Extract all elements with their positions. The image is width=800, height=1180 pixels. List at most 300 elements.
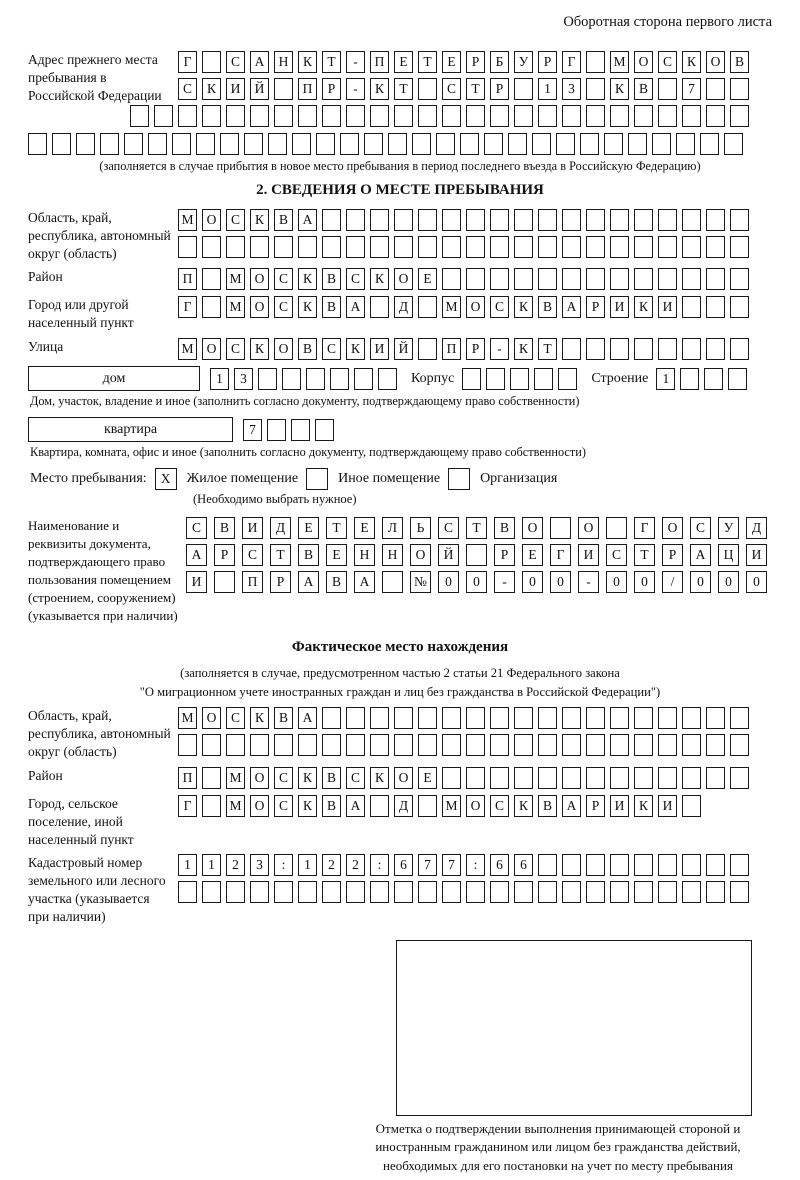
char-box: В [298,544,319,566]
field-district-actual [28,767,772,789]
char-box [658,105,677,127]
char-box [586,338,605,360]
char-box [730,854,749,876]
char-box [388,133,407,155]
char-box: Т [634,544,655,566]
char-box [196,133,215,155]
field-cadastral [28,854,772,925]
char-box: П [298,78,317,100]
char-box [634,734,653,756]
char-box [178,881,197,903]
char-box: 7 [418,854,437,876]
char-box [514,707,533,729]
field-label: Улица [28,339,64,355]
char-box [282,368,301,390]
char-box: О [250,767,269,789]
char-box [652,133,671,155]
char-box [316,133,335,155]
char-box [466,105,485,127]
char-box: К [250,209,269,231]
char-box [466,209,485,231]
char-row [178,734,749,756]
char-box: 2 [346,854,365,876]
char-box: У [718,517,739,539]
char-box: С [490,296,509,318]
char-box: С [274,795,293,817]
char-box [258,368,277,390]
char-box [682,105,701,127]
option-label-organizaciya: Организация [480,471,558,487]
char-rows [178,854,749,903]
char-box [274,105,293,127]
char-box [562,881,581,903]
field-district [28,268,772,290]
char-box [370,209,389,231]
char-box [202,795,221,817]
char-box: Н [274,51,293,73]
char-row [178,78,749,100]
char-box: Г [178,795,197,817]
char-box [562,105,581,127]
char-row [210,368,397,390]
char-box: 0 [522,571,543,593]
char-box [610,854,629,876]
char-box [466,881,485,903]
field-region [28,209,772,262]
char-box [604,133,623,155]
note-line-2: "О миграционном учете иностранных граждан и лиц без гражданства в Российской Федерации") [139,684,661,699]
char-box: 3 [234,368,253,390]
char-row [178,767,749,789]
caption: Дом, участок, владение и иное (заполнить согласно документу, подтверждающему право собственности) [30,394,580,409]
stroenie-label: Строение [591,370,649,386]
char-row [178,338,749,360]
char-box: С [442,78,461,100]
char-box: К [514,338,533,360]
char-box: Р [214,544,235,566]
subsection-note [28,664,772,702]
char-box: 3 [250,854,269,876]
char-box [682,881,701,903]
char-box [340,133,359,155]
char-box [634,707,653,729]
char-box: В [730,51,749,73]
char-box: Ц [718,544,739,566]
char-box: К [298,767,317,789]
char-box [298,105,317,127]
char-box [298,236,317,258]
char-box: Д [394,795,413,817]
char-box [706,854,725,876]
char-box: В [274,707,293,729]
char-box: О [522,517,543,539]
note-line-1: (заполняется в случае, предусмотренном частью 2 статьи 21 Федерального закона [180,665,620,680]
char-box [346,707,365,729]
char-row [178,854,749,876]
char-box [466,707,485,729]
stamp-caption: Отметка о подтверждении выполнения принимающей стороной и иностранным гражданином или лицом без гражданства действий, необходимых для его постановки на учет по месту пребывания [375,1120,741,1174]
char-box [442,881,461,903]
char-box: Р [538,51,557,73]
char-box: Р [466,338,485,360]
char-box [538,881,557,903]
char-box [514,209,533,231]
char-box: - [490,338,509,360]
char-box [658,78,677,100]
char-box [562,767,581,789]
char-row [28,133,772,155]
char-row [178,51,749,73]
char-box [418,209,437,231]
char-box [346,881,365,903]
char-box [178,236,197,258]
char-box [610,707,629,729]
char-box: Т [538,338,557,360]
char-box [538,707,557,729]
char-box: Р [586,296,605,318]
char-box: Т [418,51,437,73]
char-box [202,881,221,903]
char-box [322,236,341,258]
char-box [370,296,389,318]
char-box: - [346,51,365,73]
char-box: П [178,767,197,789]
char-box [418,338,437,360]
char-box [490,707,509,729]
char-box: К [514,795,533,817]
char-box [510,368,529,390]
char-box: О [202,338,221,360]
char-box [442,105,461,127]
char-box: / [662,571,683,593]
char-box [680,368,699,390]
char-box: Е [394,51,413,73]
char-box [436,133,455,155]
field-label: Город или другой населенный пункт [28,297,134,331]
char-box: И [746,544,767,566]
char-box [682,268,701,290]
char-box: Й [438,544,459,566]
char-box [412,133,431,155]
char-box: С [274,268,293,290]
char-box [418,795,437,817]
char-box: 1 [210,368,229,390]
char-box: К [682,51,701,73]
char-box: О [466,296,485,318]
char-box: - [578,571,599,593]
char-box [730,236,749,258]
char-box: Р [494,544,515,566]
stay-type-label: Место пребывания: [30,471,147,487]
char-box [682,338,701,360]
char-box [538,767,557,789]
char-box: В [322,767,341,789]
char-rows [178,209,749,258]
char-box: 7 [442,854,461,876]
char-box [562,338,581,360]
char-box: С [606,544,627,566]
char-box [658,734,677,756]
char-box [490,236,509,258]
char-box [442,268,461,290]
char-box: Т [466,517,487,539]
char-box: А [562,296,581,318]
char-box: 0 [718,571,739,593]
char-box [706,78,725,100]
char-box: Т [466,78,485,100]
char-box [706,268,725,290]
char-box: А [298,707,317,729]
char-box [322,707,341,729]
char-box [634,209,653,231]
char-box [418,296,437,318]
char-box [706,338,725,360]
char-rows [186,517,767,593]
page-header: Оборотная сторона первого листа [563,14,772,30]
char-box: 6 [490,854,509,876]
char-row [243,419,334,441]
char-box: О [394,268,413,290]
field-label: Область, край, республика, автономный округ (область) [28,708,171,760]
char-box: : [274,854,293,876]
char-box: К [298,51,317,73]
char-box [442,209,461,231]
char-box [610,236,629,258]
char-box [250,881,269,903]
char-box [586,105,605,127]
char-box: С [226,209,245,231]
char-box: И [226,78,245,100]
char-box: А [298,571,319,593]
char-box [274,236,293,258]
char-box [460,133,479,155]
char-box [658,707,677,729]
field-street [28,338,772,360]
char-box [682,767,701,789]
char-box: К [346,338,365,360]
char-box [354,368,373,390]
char-box: К [298,795,317,817]
char-box: О [410,544,431,566]
char-box [250,105,269,127]
char-box [370,795,389,817]
char-box [610,268,629,290]
char-box: С [438,517,459,539]
char-box: 0 [606,571,627,593]
char-box: Ь [410,517,431,539]
field-stay-type [30,468,772,490]
char-box: С [274,767,293,789]
char-box: М [442,795,461,817]
char-box [466,236,485,258]
char-box: Р [466,51,485,73]
char-box [214,571,235,593]
caption: (заполняется в случае прибытия в новое место пребывания в период последнего въезда в Российскую Федерацию) [99,159,701,173]
char-box [682,209,701,231]
char-box: 0 [466,571,487,593]
char-box: Р [322,78,341,100]
field-apartment [28,417,772,442]
char-box: В [326,571,347,593]
char-box [394,236,413,258]
char-box: А [346,795,365,817]
char-box: П [178,268,197,290]
char-box: П [442,338,461,360]
char-box: С [274,296,293,318]
char-box [562,707,581,729]
char-box: Г [178,51,197,73]
char-box: И [578,544,599,566]
char-box: С [322,338,341,360]
char-box [418,105,437,127]
char-box [322,734,341,756]
char-box [490,734,509,756]
field-prev-address [28,51,772,127]
char-box: А [250,51,269,73]
char-box: Г [562,51,581,73]
char-box [676,133,695,155]
char-box [370,707,389,729]
char-box: Е [298,517,319,539]
char-box [706,105,725,127]
char-box [226,881,245,903]
char-box [586,236,605,258]
char-box: Г [178,296,197,318]
char-box [562,854,581,876]
char-box: Й [394,338,413,360]
option-label-zhiloe: Жилое помещение [186,471,299,487]
char-row [186,571,767,593]
char-box [330,368,349,390]
char-box: П [242,571,263,593]
char-box: А [186,544,207,566]
char-box [76,133,95,155]
char-box [418,881,437,903]
char-box: О [578,517,599,539]
char-box [706,296,725,318]
char-box: О [466,795,485,817]
char-box: - [494,571,515,593]
char-box [306,368,325,390]
char-box: С [226,707,245,729]
char-box [730,707,749,729]
char-box [442,734,461,756]
char-box: Г [634,517,655,539]
char-box: 0 [550,571,571,593]
char-box: М [178,209,197,231]
caption: Квартира, комната, офис и иное (заполнить согласно документу, подтверждающему право собственности) [30,445,586,460]
char-box: В [538,296,557,318]
char-box [706,236,725,258]
char-box [586,209,605,231]
char-box: Н [354,544,375,566]
char-box [100,133,119,155]
char-box: О [706,51,725,73]
char-box [586,707,605,729]
char-box [508,133,527,155]
section-title: 2. СВЕДЕНИЯ О МЕСТЕ ПРЕБЫВАНИЯ [256,182,544,198]
char-box [634,854,653,876]
char-box [730,209,749,231]
char-box [586,78,605,100]
checkbox-zhiloe: X [155,468,177,490]
char-box [562,734,581,756]
char-box: И [610,795,629,817]
char-box: М [226,296,245,318]
char-box [154,105,173,127]
char-box [730,734,749,756]
char-box [586,734,605,756]
char-box [634,767,653,789]
char-box [634,105,653,127]
field-label: Область, край, республика, автономный округ (область) [28,210,171,261]
char-box: К [298,268,317,290]
char-box: М [178,707,197,729]
char-row [178,236,749,258]
char-box [514,881,533,903]
char-box [682,707,701,729]
char-box: Р [586,795,605,817]
char-box [658,268,677,290]
char-box [315,419,334,441]
char-box: А [346,296,365,318]
char-box: : [466,854,485,876]
char-row [178,296,749,318]
char-box [220,133,239,155]
char-box: А [562,795,581,817]
char-box: М [442,296,461,318]
char-box [202,105,221,127]
char-box [418,78,437,100]
char-box [394,209,413,231]
char-box [274,734,293,756]
char-box: У [514,51,533,73]
char-box [658,209,677,231]
char-box: С [690,517,711,539]
char-box: К [370,268,389,290]
char-rows [178,51,749,127]
char-box: Г [550,544,571,566]
char-box: 1 [202,854,221,876]
char-box [370,236,389,258]
char-box: А [354,571,375,593]
char-box [202,236,221,258]
char-box: К [250,338,269,360]
char-box [418,236,437,258]
char-box: Е [418,767,437,789]
char-box: 3 [562,78,581,100]
char-box: Е [418,268,437,290]
char-box [730,78,749,100]
char-box: М [226,268,245,290]
char-box [606,517,627,539]
char-box [172,133,191,155]
subsection-title: Фактическое место нахождения [291,638,509,655]
char-box: С [178,78,197,100]
char-box [322,881,341,903]
stamp-box [396,940,752,1116]
char-box: Н [382,544,403,566]
char-box: Р [662,544,683,566]
char-box [442,236,461,258]
char-box [586,854,605,876]
char-box [292,133,311,155]
char-box [682,734,701,756]
char-box: К [250,707,269,729]
char-box: Л [382,517,403,539]
char-box [634,268,653,290]
char-box: О [250,296,269,318]
